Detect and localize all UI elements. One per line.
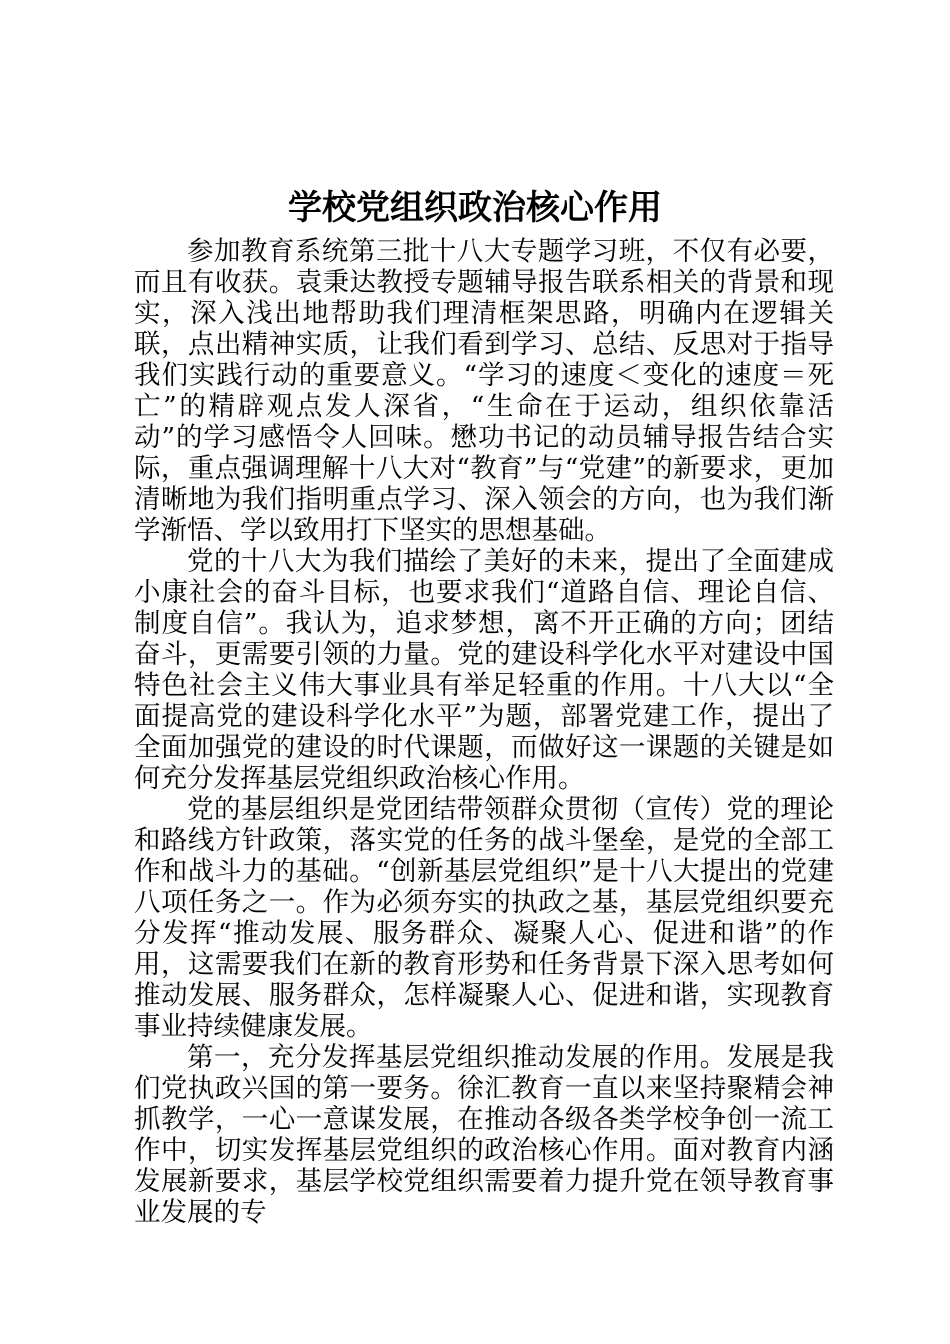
document-body	[134, 236, 834, 1228]
paragraph-2: 党的十八大为我们描绘了美好的未来，提出了全面建成小康社会的奋斗目标，也要求我们“道路自信、理论自信、制度自信”。我认为，追求梦想，离不开正确的方向；团结奋斗，更需要引领的力量。党的建设科学化水平对建设中国特色社会主义伟大事业具有举足轻重的作用。十八大以“全面提高党的建设科学化水平”为题，部署党建工作，提出了全面加强党的建设的时代课题，而做好这一课题的关键是如何充分发挥基层党组织政治核心作用。	[134, 546, 834, 794]
document-title: 学校党组织政治核心作用	[288, 188, 662, 228]
paragraph-4: 第一，充分发挥基层党组织推动发展的作用。发展是我们党执政兴国的第一要务。徐汇教育一直以来坚持聚精会神抓教学，一心一意谋发展，在推动各级各类学校争创一流工作中，切实发挥基层党组织的政治核心作用。面对教育内涵发展新要求，基层学校党组织需要着力提升党在领导教育事业发展的专	[134, 1042, 834, 1228]
paragraph-3: 党的基层组织是党团结带领群众贯彻（宣传）党的理论和路线方针政策，落实党的任务的战斗堡垒，是党的全部工作和战斗力的基础。“创新基层党组织”是十八大提出的党建八项任务之一。作为必须夯实的执政之基，基层党组织要充分发挥“推动发展、服务群众、凝聚人心、促进和谐”的作用，这需要我们在新的教育形势和任务背景下深入思考如何推动发展、服务群众，怎样凝聚人心、促进和谐，实现教育事业持续健康发展。	[134, 794, 834, 1042]
paragraph-1: 参加教育系统第三批十八大专题学习班，不仅有必要，而且有收获。袁秉达教授专题辅导报告联系相关的背景和现实，深入浅出地帮助我们理清框架思路，明确内在逻辑关联，点出精神实质，让我们看到学习、总结、反思对于指导我们实践行动的重要意义。“学习的速度＜变化的速度＝死亡”的精辟观点发人深省，“生命在于运动，组织依靠活动”的学习感悟令人回味。懋功书记的动员辅导报告结合实际，重点强调理解十八大对“教育”与“党建”的新要求，更加清晰地为我们指明重点学习、深入领会的方向，也为我们渐学渐悟、学以致用打下坚实的思想基础。	[134, 236, 834, 546]
